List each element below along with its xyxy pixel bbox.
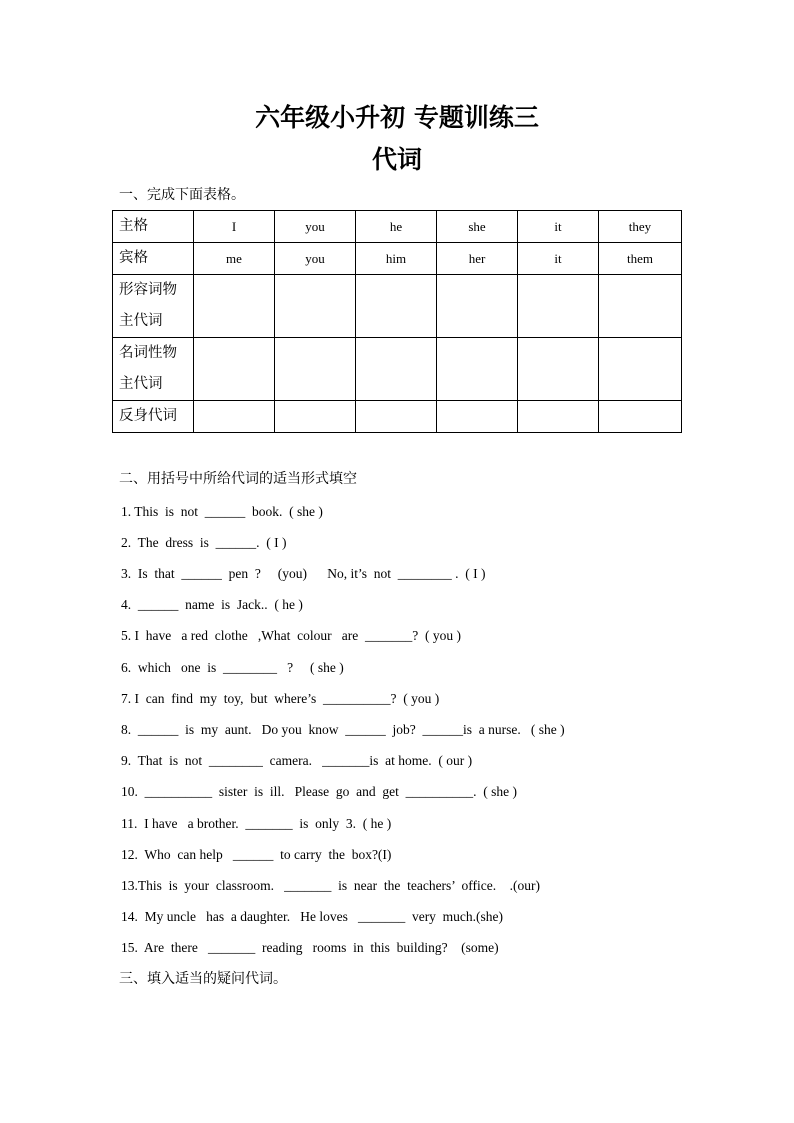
- table-row: [113, 211, 682, 243]
- answer-cell[interactable]: [275, 338, 356, 401]
- table-cell: him: [356, 243, 437, 275]
- question-item: 5. I have a red clothe ,What colour are _______? ( you ): [121, 628, 462, 643]
- section-2-heading: 二、用括号中所给代词的适当形式填空: [119, 471, 357, 487]
- worksheet-title: 六年级小升初 专题训练三: [255, 103, 539, 132]
- table-cell: it: [518, 243, 599, 275]
- table-row: [113, 275, 682, 338]
- answer-cell[interactable]: [437, 338, 518, 401]
- row-header-line: 主代词: [119, 313, 163, 329]
- table-cell: she: [437, 211, 518, 243]
- row-header-line: 名词性物: [119, 345, 177, 361]
- question-item: 12. Who can help ______ to carry the box?(I): [121, 847, 392, 862]
- section-3-heading: 三、填入适当的疑问代词。: [119, 971, 287, 987]
- worksheet-subtitle: 代词: [371, 145, 422, 174]
- table-cell: you: [275, 243, 356, 275]
- row-header: 主格: [113, 211, 194, 243]
- answer-cell[interactable]: [356, 275, 437, 338]
- table-cell: you: [275, 211, 356, 243]
- table-cell: me: [194, 243, 275, 275]
- question-item: 15. Are there _______ reading rooms in this building? (some): [121, 940, 499, 955]
- table-cell: I: [194, 211, 275, 243]
- answer-cell[interactable]: [599, 401, 682, 433]
- answer-cell[interactable]: [275, 401, 356, 433]
- answer-cell[interactable]: [356, 338, 437, 401]
- question-item: 11. I have a brother. _______ is only 3. ( he ): [121, 816, 392, 831]
- pronoun-table: [112, 210, 682, 433]
- question-item: 9. That is not ________ camera. _______is at home. ( our ): [121, 753, 473, 768]
- answer-cell[interactable]: [194, 401, 275, 433]
- row-header: 反身代词: [113, 401, 194, 433]
- row-header: 宾格: [113, 243, 194, 275]
- table-cell: them: [599, 243, 682, 275]
- table-cell: he: [356, 211, 437, 243]
- answer-cell[interactable]: [194, 275, 275, 338]
- answer-cell[interactable]: [356, 401, 437, 433]
- question-item: 14. My uncle has a daughter. He loves _______ very much.(she): [121, 909, 504, 924]
- answer-cell[interactable]: [599, 338, 682, 401]
- table-cell: it: [518, 211, 599, 243]
- question-item: 7. I can find my toy, but where’s __________? ( you ): [121, 691, 440, 706]
- answer-cell[interactable]: [437, 401, 518, 433]
- question-item: 3. Is that ______ pen ? (you) No, it’s not ________ . ( I ): [121, 566, 486, 581]
- answer-cell[interactable]: [194, 338, 275, 401]
- answer-cell[interactable]: [518, 401, 599, 433]
- row-header: [113, 275, 194, 338]
- table-row: [113, 243, 682, 275]
- answer-cell[interactable]: [437, 275, 518, 338]
- table-cell: her: [437, 243, 518, 275]
- question-item: 6. which one is ________ ? ( she ): [121, 660, 344, 675]
- answer-cell[interactable]: [518, 338, 599, 401]
- question-item: 8. ______ is my aunt. Do you know ______ job? ______is a nurse. ( she ): [121, 722, 565, 737]
- answer-cell[interactable]: [599, 275, 682, 338]
- row-header: [113, 338, 194, 401]
- table-row: [113, 401, 682, 433]
- row-header-line: 形容词物: [119, 282, 177, 298]
- answer-cell[interactable]: [275, 275, 356, 338]
- row-header-line: 主代词: [119, 376, 163, 392]
- table-cell: they: [599, 211, 682, 243]
- table-row: [113, 338, 682, 401]
- question-item: 4. ______ name is Jack.. ( he ): [121, 597, 303, 612]
- question-item: 1. This is not ______ book. ( she ): [121, 504, 323, 519]
- question-item: 2. The dress is ______. ( I ): [121, 535, 287, 550]
- question-item: 13.This is your classroom. _______ is near the teachers’ office. .(our): [121, 878, 541, 893]
- section-1-heading: 一、完成下面表格。: [119, 187, 245, 203]
- question-item: 10. __________ sister is ill. Please go and get __________. ( she ): [121, 784, 517, 799]
- answer-cell[interactable]: [518, 275, 599, 338]
